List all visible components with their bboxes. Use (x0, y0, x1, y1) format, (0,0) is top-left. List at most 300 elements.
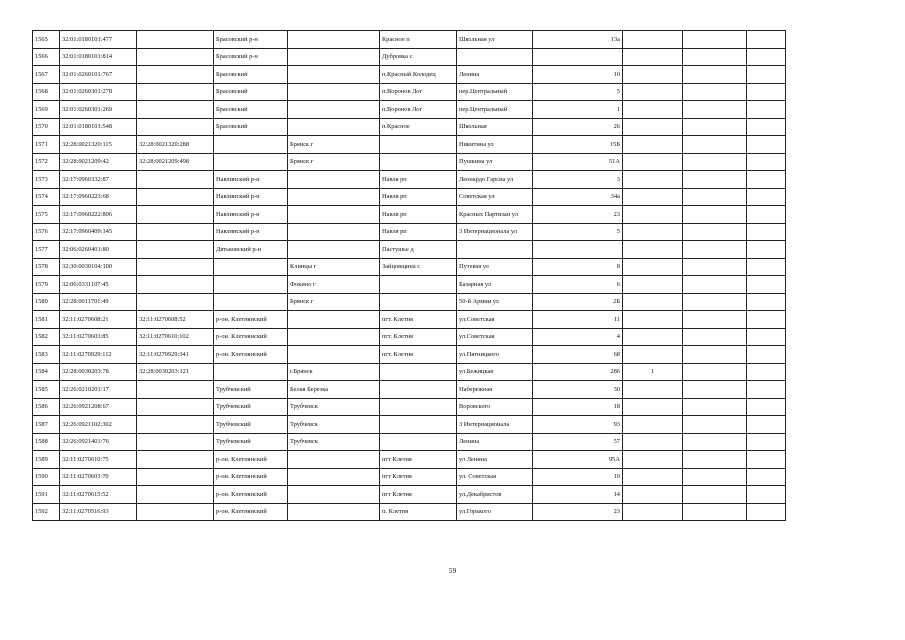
cell-note (683, 486, 747, 504)
cell-linked-cadastral-number (137, 503, 214, 521)
cell-city (288, 346, 380, 364)
cell-city (288, 206, 380, 224)
cell-note (683, 311, 747, 329)
cell-note (683, 503, 747, 521)
cell-settlement: пгт Клетня (380, 468, 457, 486)
cell-extra-value: 1 (623, 363, 683, 381)
cell-city (288, 171, 380, 189)
cell-house-number: 4 (533, 328, 623, 346)
cell-trailing (747, 136, 786, 154)
cell-row-number: 1566 (33, 48, 60, 66)
cell-house-number: 11 (533, 311, 623, 329)
cell-city (288, 48, 380, 66)
cell-house-number: 68 (533, 346, 623, 364)
cell-extra-value (623, 293, 683, 311)
table-row (33, 346, 786, 364)
cell-district: р-он. Клетнянский (214, 328, 288, 346)
cell-district: р-он. Клетнянский (214, 311, 288, 329)
cell-note (683, 136, 747, 154)
cell-city: г.Брянск (288, 363, 380, 381)
cell-street: Ленина (457, 66, 533, 84)
cell-row-number: 1581 (33, 311, 60, 329)
cell-settlement (380, 381, 457, 399)
cell-district: Трубчевский (214, 416, 288, 434)
cell-city: Трубчевск (288, 416, 380, 434)
cell-cadastral-number: 32:01:0260101:767 (60, 66, 137, 84)
cell-street: Школьная (457, 118, 533, 136)
cell-house-number: 23 (533, 503, 623, 521)
cell-extra-value (623, 171, 683, 189)
cell-trailing (747, 223, 786, 241)
cell-extra-value (623, 188, 683, 206)
cell-linked-cadastral-number: 32:28:0030203:121 (137, 363, 214, 381)
cell-linked-cadastral-number (137, 276, 214, 294)
cell-district: Брасовский (214, 101, 288, 119)
cell-city (288, 241, 380, 259)
cell-street: Набережная (457, 381, 533, 399)
cell-cadastral-number: 32:17:0960409:145 (60, 223, 137, 241)
cell-extra-value (623, 451, 683, 469)
cell-note (683, 241, 747, 259)
cell-linked-cadastral-number: 32:28:0021320:288 (137, 136, 214, 154)
cell-house-number: 5 (533, 223, 623, 241)
cell-trailing (747, 153, 786, 171)
cell-city (288, 31, 380, 49)
cell-extra-value (623, 346, 683, 364)
cell-settlement (380, 153, 457, 171)
cell-extra-value (623, 153, 683, 171)
cell-settlement: Дубровка с (380, 48, 457, 66)
cell-settlement (380, 416, 457, 434)
cell-trailing (747, 398, 786, 416)
cell-note (683, 468, 747, 486)
cell-district: р-он. Клетнянский (214, 486, 288, 504)
cell-trailing (747, 258, 786, 276)
cell-street: ул.Советская (457, 311, 533, 329)
cell-trailing (747, 206, 786, 224)
cell-district: р-он. Клетнянский (214, 451, 288, 469)
cell-settlement: пгт. Клетня (380, 346, 457, 364)
cell-linked-cadastral-number (137, 241, 214, 259)
cell-street: пер.Центральный (457, 83, 533, 101)
cell-house-number: 93 (533, 416, 623, 434)
cell-row-number: 1575 (33, 206, 60, 224)
cell-trailing (747, 31, 786, 49)
cell-trailing (747, 433, 786, 451)
cell-row-number: 1589 (33, 451, 60, 469)
cell-house-number: 19 (533, 468, 623, 486)
cell-trailing (747, 503, 786, 521)
cell-settlement: пгт Клетня (380, 486, 457, 504)
table-row (33, 258, 786, 276)
cell-district: Брасовский р-н (214, 48, 288, 66)
table-row (33, 311, 786, 329)
cell-cadastral-number: 32:17:0960223:68 (60, 188, 137, 206)
cell-street: ул.Декабристов (457, 486, 533, 504)
cell-linked-cadastral-number (137, 398, 214, 416)
cell-district (214, 363, 288, 381)
cell-district: Брасовский (214, 118, 288, 136)
cell-cadastral-number: 32:11:0270608:21 (60, 311, 137, 329)
cell-cadastral-number: 32:30:0030104:100 (60, 258, 137, 276)
cell-settlement: пгт Клетня (380, 451, 457, 469)
cell-house-number: 51А (533, 153, 623, 171)
table-row (33, 486, 786, 504)
cell-city (288, 66, 380, 84)
cell-cadastral-number: 32:11:0270929:112 (60, 346, 137, 364)
cell-cadastral-number: 32:26:0921208:67 (60, 398, 137, 416)
cell-note (683, 363, 747, 381)
cell-trailing (747, 241, 786, 259)
cell-row-number: 1586 (33, 398, 60, 416)
cell-note (683, 328, 747, 346)
cell-trailing (747, 451, 786, 469)
cell-street: 50-й Армии ул (457, 293, 533, 311)
table-row (33, 381, 786, 399)
cell-settlement: п.Красный Колодец (380, 66, 457, 84)
table-row (33, 118, 786, 136)
cell-trailing (747, 468, 786, 486)
cell-trailing (747, 48, 786, 66)
cell-extra-value (623, 416, 683, 434)
cell-trailing (747, 171, 786, 189)
cell-row-number: 1572 (33, 153, 60, 171)
cell-city (288, 118, 380, 136)
cell-extra-value (623, 328, 683, 346)
cell-house-number: 18 (533, 398, 623, 416)
cell-house-number: 2Б (533, 293, 623, 311)
cell-street: ул.Советская (457, 328, 533, 346)
cell-extra-value (623, 433, 683, 451)
cell-cadastral-number: 32:01:0180101:814 (60, 48, 137, 66)
table-row (33, 153, 786, 171)
cell-linked-cadastral-number (137, 433, 214, 451)
cell-note (683, 223, 747, 241)
cell-settlement: Навля рп (380, 188, 457, 206)
cell-row-number: 1587 (33, 416, 60, 434)
cell-settlement (380, 363, 457, 381)
cell-cadastral-number: 32:17:0960332:87 (60, 171, 137, 189)
cell-city: Брянск г (288, 293, 380, 311)
cell-trailing (747, 346, 786, 364)
cell-row-number: 1592 (33, 503, 60, 521)
table-row (33, 293, 786, 311)
cell-city: Брянск г (288, 136, 380, 154)
cell-house-number: 26 (533, 118, 623, 136)
cell-settlement: п. Клетня (380, 503, 457, 521)
cell-linked-cadastral-number (137, 293, 214, 311)
cell-street: Пушкина ул (457, 153, 533, 171)
cell-note (683, 83, 747, 101)
cell-note (683, 118, 747, 136)
cell-cadastral-number: 32:01:0260301:278 (60, 83, 137, 101)
cell-trailing (747, 188, 786, 206)
cell-city (288, 451, 380, 469)
cell-linked-cadastral-number (137, 223, 214, 241)
cell-city (288, 468, 380, 486)
cell-house-number: 14 (533, 486, 623, 504)
cell-street: 3 Интернационала (457, 416, 533, 434)
cell-note (683, 293, 747, 311)
table-row (33, 328, 786, 346)
cell-settlement (380, 136, 457, 154)
cell-note (683, 398, 747, 416)
cell-street: Путевая ул (457, 258, 533, 276)
page-number: 59 (448, 566, 457, 575)
cell-linked-cadastral-number: 32:28:0021209:498 (137, 153, 214, 171)
cell-district (214, 258, 288, 276)
cell-street: ул.Горького (457, 503, 533, 521)
cell-street: Воровского (457, 398, 533, 416)
cell-house-number (533, 48, 623, 66)
cell-street: Школьная ул (457, 31, 533, 49)
table-row (33, 48, 786, 66)
cell-house-number: 30 (533, 381, 623, 399)
cell-district (214, 293, 288, 311)
cell-note (683, 433, 747, 451)
cell-extra-value (623, 311, 683, 329)
cell-house-number: 6 (533, 276, 623, 294)
cell-linked-cadastral-number (137, 188, 214, 206)
cell-district: р-он. Клетнянский (214, 346, 288, 364)
cell-extra-value (623, 31, 683, 49)
cell-row-number: 1565 (33, 31, 60, 49)
cell-row-number: 1591 (33, 486, 60, 504)
cell-district (214, 153, 288, 171)
cell-cadastral-number: 32:11:0270603:85 (60, 328, 137, 346)
table-row (33, 363, 786, 381)
cell-trailing (747, 416, 786, 434)
cell-linked-cadastral-number (137, 83, 214, 101)
table-row (33, 83, 786, 101)
cell-district: р-он. Клетнянский (214, 503, 288, 521)
cell-linked-cadastral-number (137, 48, 214, 66)
cell-note (683, 31, 747, 49)
cell-settlement: Красное п (380, 31, 457, 49)
cell-settlement: Пастушье д (380, 241, 457, 259)
cell-district: Брасовский (214, 66, 288, 84)
table-row (33, 101, 786, 119)
cell-trailing (747, 276, 786, 294)
table-row (33, 188, 786, 206)
cell-cadastral-number: 32:28:0021209:42 (60, 153, 137, 171)
cell-linked-cadastral-number (137, 258, 214, 276)
cell-house-number: 3 (533, 171, 623, 189)
cell-street: Советская ул (457, 188, 533, 206)
cell-settlement: п.Воронов Лог (380, 83, 457, 101)
cell-cadastral-number: 32:01:0180101:477 (60, 31, 137, 49)
cell-note (683, 171, 747, 189)
cell-linked-cadastral-number (137, 101, 214, 119)
cell-city (288, 311, 380, 329)
cell-street: Никитина ул (457, 136, 533, 154)
table-row (33, 276, 786, 294)
cell-settlement: Навля рп (380, 223, 457, 241)
cell-row-number: 1585 (33, 381, 60, 399)
cell-house-number: 5 (533, 83, 623, 101)
cell-city: Клинцы г (288, 258, 380, 276)
cell-street (457, 48, 533, 66)
cell-house-number: 13а (533, 31, 623, 49)
cell-linked-cadastral-number: 32:11:0270610:102 (137, 328, 214, 346)
cell-row-number: 1574 (33, 188, 60, 206)
cell-note (683, 101, 747, 119)
cell-house-number: 8 (533, 258, 623, 276)
table-row (33, 451, 786, 469)
cell-cadastral-number: 32:28:0030203:78 (60, 363, 137, 381)
cell-city: Фокино г (288, 276, 380, 294)
cell-cadastral-number: 32:11:0270615:52 (60, 486, 137, 504)
cell-settlement (380, 433, 457, 451)
cell-row-number: 1568 (33, 83, 60, 101)
cell-city: Белая Березка (288, 381, 380, 399)
cell-settlement: Навля рп (380, 171, 457, 189)
cell-extra-value (623, 83, 683, 101)
cell-cadastral-number: 32:26:0210201:17 (60, 381, 137, 399)
cell-city (288, 101, 380, 119)
cell-row-number: 1577 (33, 241, 60, 259)
cell-district: Трубчевский (214, 381, 288, 399)
cell-row-number: 1582 (33, 328, 60, 346)
cell-linked-cadastral-number (137, 451, 214, 469)
cell-linked-cadastral-number (137, 416, 214, 434)
cell-note (683, 48, 747, 66)
cell-extra-value (623, 101, 683, 119)
cell-extra-value (623, 223, 683, 241)
cell-extra-value (623, 276, 683, 294)
cell-settlement (380, 293, 457, 311)
cell-linked-cadastral-number (137, 381, 214, 399)
table-row (33, 468, 786, 486)
cell-note (683, 381, 747, 399)
cell-district: Навлинский р-н (214, 188, 288, 206)
cell-street: 3 Интернационала ул (457, 223, 533, 241)
cell-note (683, 66, 747, 84)
cell-city (288, 486, 380, 504)
cell-city (288, 188, 380, 206)
cell-district: Навлинский р-н (214, 206, 288, 224)
cell-extra-value (623, 206, 683, 224)
cell-city (288, 503, 380, 521)
cell-note (683, 276, 747, 294)
cell-cadastral-number: 32:28:0021320:115 (60, 136, 137, 154)
cell-street (457, 241, 533, 259)
table-row (33, 398, 786, 416)
cell-city (288, 83, 380, 101)
cell-cadastral-number: 32:26:0921401:76 (60, 433, 137, 451)
cell-trailing (747, 311, 786, 329)
cell-settlement: Зайцовщина с (380, 258, 457, 276)
cell-street: Красных Партизан ул (457, 206, 533, 224)
cell-cadastral-number: 32:11:0270610:75 (60, 451, 137, 469)
cell-street: Базарная ул (457, 276, 533, 294)
cell-note (683, 188, 747, 206)
cell-cadastral-number: 32:28:0011701:49 (60, 293, 137, 311)
cell-row-number: 1579 (33, 276, 60, 294)
cell-city (288, 223, 380, 241)
cell-cadastral-number: 32:11:0270516:93 (60, 503, 137, 521)
table-row (33, 416, 786, 434)
cell-house-number: 95А (533, 451, 623, 469)
cell-extra-value (623, 486, 683, 504)
cell-linked-cadastral-number (137, 486, 214, 504)
cell-street: ул.Пятницкого (457, 346, 533, 364)
cell-linked-cadastral-number: 32:11:0270608:52 (137, 311, 214, 329)
cell-extra-value (623, 398, 683, 416)
cell-extra-value (623, 118, 683, 136)
cell-city: Трубчевск (288, 398, 380, 416)
table-row (33, 66, 786, 84)
cell-district: Дятьковский р-н (214, 241, 288, 259)
cell-note (683, 258, 747, 276)
cell-district: Навлинский р-н (214, 223, 288, 241)
cell-cadastral-number: 32:11:0270603:70 (60, 468, 137, 486)
cell-district: Трубчевский (214, 398, 288, 416)
cell-linked-cadastral-number (137, 468, 214, 486)
cell-linked-cadastral-number (137, 66, 214, 84)
cell-house-number: 1 (533, 101, 623, 119)
cell-trailing (747, 293, 786, 311)
cell-trailing (747, 66, 786, 84)
cell-row-number: 1584 (33, 363, 60, 381)
cell-district: Трубчевский (214, 433, 288, 451)
cell-note (683, 451, 747, 469)
cell-district: Навлинский р-н (214, 171, 288, 189)
cell-city (288, 328, 380, 346)
cell-street: ул Ленина (457, 451, 533, 469)
cell-row-number: 1588 (33, 433, 60, 451)
table-row (33, 433, 786, 451)
cell-row-number: 1573 (33, 171, 60, 189)
table-row (33, 503, 786, 521)
cell-city: Брянск г (288, 153, 380, 171)
cell-trailing (747, 363, 786, 381)
cell-district (214, 136, 288, 154)
cell-settlement: пгт. Клетня (380, 328, 457, 346)
cell-cadastral-number: 32:01:0180101:548 (60, 118, 137, 136)
cell-house-number: 34а (533, 188, 623, 206)
cell-trailing (747, 381, 786, 399)
cell-row-number: 1580 (33, 293, 60, 311)
cell-extra-value (623, 381, 683, 399)
cell-note (683, 206, 747, 224)
cell-extra-value (623, 258, 683, 276)
cell-row-number: 1570 (33, 118, 60, 136)
cell-row-number: 1590 (33, 468, 60, 486)
cell-trailing (747, 101, 786, 119)
cell-settlement (380, 398, 457, 416)
cell-settlement: п.Красное (380, 118, 457, 136)
table-row (33, 223, 786, 241)
cell-street: ул.Бежицкая (457, 363, 533, 381)
cell-trailing (747, 83, 786, 101)
cell-street: ул. Советская (457, 468, 533, 486)
cell-linked-cadastral-number: 32:11:0270929:341 (137, 346, 214, 364)
cell-linked-cadastral-number (137, 31, 214, 49)
cell-house-number: 23 (533, 206, 623, 224)
registry-table (32, 30, 786, 521)
cell-linked-cadastral-number (137, 171, 214, 189)
cell-district: Брасовский р-н (214, 31, 288, 49)
cell-cadastral-number: 32:01:0260301:269 (60, 101, 137, 119)
table-row (33, 171, 786, 189)
cell-settlement: п.Воронов Лог (380, 101, 457, 119)
cell-house-number: 57 (533, 433, 623, 451)
cell-extra-value (623, 48, 683, 66)
cell-row-number: 1576 (33, 223, 60, 241)
cell-house-number: 15Б (533, 136, 623, 154)
cell-settlement: пгт. Клетня (380, 311, 457, 329)
